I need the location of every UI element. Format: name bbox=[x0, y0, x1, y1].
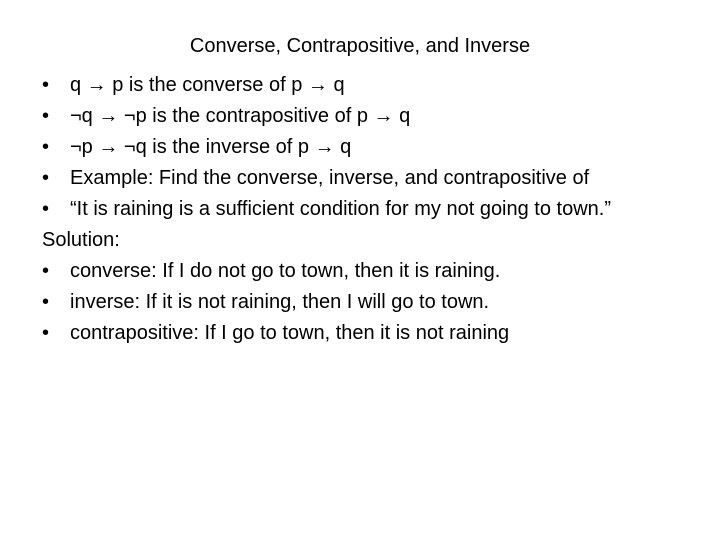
solution-item-converse bbox=[42, 256, 692, 287]
bullet-item-converse bbox=[42, 70, 692, 101]
solution-label: Solution: bbox=[42, 229, 120, 251]
bullet-text: Example: Find the converse, inverse, and contrapositive of bbox=[70, 167, 590, 189]
bullet-icon: • bbox=[42, 74, 50, 96]
bullet-icon: • bbox=[42, 322, 50, 344]
bullet-icon: • bbox=[42, 167, 50, 189]
bullet-text: ¬p → ¬q is the inverse of p → q bbox=[70, 136, 352, 158]
solution-text: contrapositive: If I go to town, then it is not raining bbox=[70, 322, 510, 344]
bullet-icon: • bbox=[42, 291, 50, 313]
solution-item-contrapositive bbox=[42, 318, 692, 349]
solution-list bbox=[42, 256, 692, 349]
bullet-item-contrapositive bbox=[42, 101, 692, 132]
bullet-item-example bbox=[42, 163, 692, 194]
bullet-icon: • bbox=[42, 198, 50, 220]
slide-title: Converse, Contrapositive, and Inverse bbox=[189, 35, 531, 57]
bullet-icon: • bbox=[42, 136, 50, 158]
bullet-text: ¬q → ¬p is the contrapositive of p → q bbox=[70, 105, 411, 127]
solution-text: converse: If I do not go to town, then it is raining. bbox=[70, 260, 501, 282]
solution-text: inverse: If it is not raining, then I will go to town. bbox=[70, 291, 490, 313]
bullet-item-inverse bbox=[42, 132, 692, 163]
solution-item-inverse bbox=[42, 287, 692, 318]
bullet-item-quote bbox=[42, 194, 692, 225]
bullet-icon: • bbox=[42, 260, 50, 282]
bullet-text: “It is raining is a sufficient condition for my not going to town.” bbox=[70, 198, 612, 220]
slide-content bbox=[42, 70, 692, 349]
bullet-icon: • bbox=[42, 105, 50, 127]
bullet-text: q → p is the converse of p → q bbox=[70, 74, 345, 96]
bullet-list bbox=[42, 70, 692, 225]
